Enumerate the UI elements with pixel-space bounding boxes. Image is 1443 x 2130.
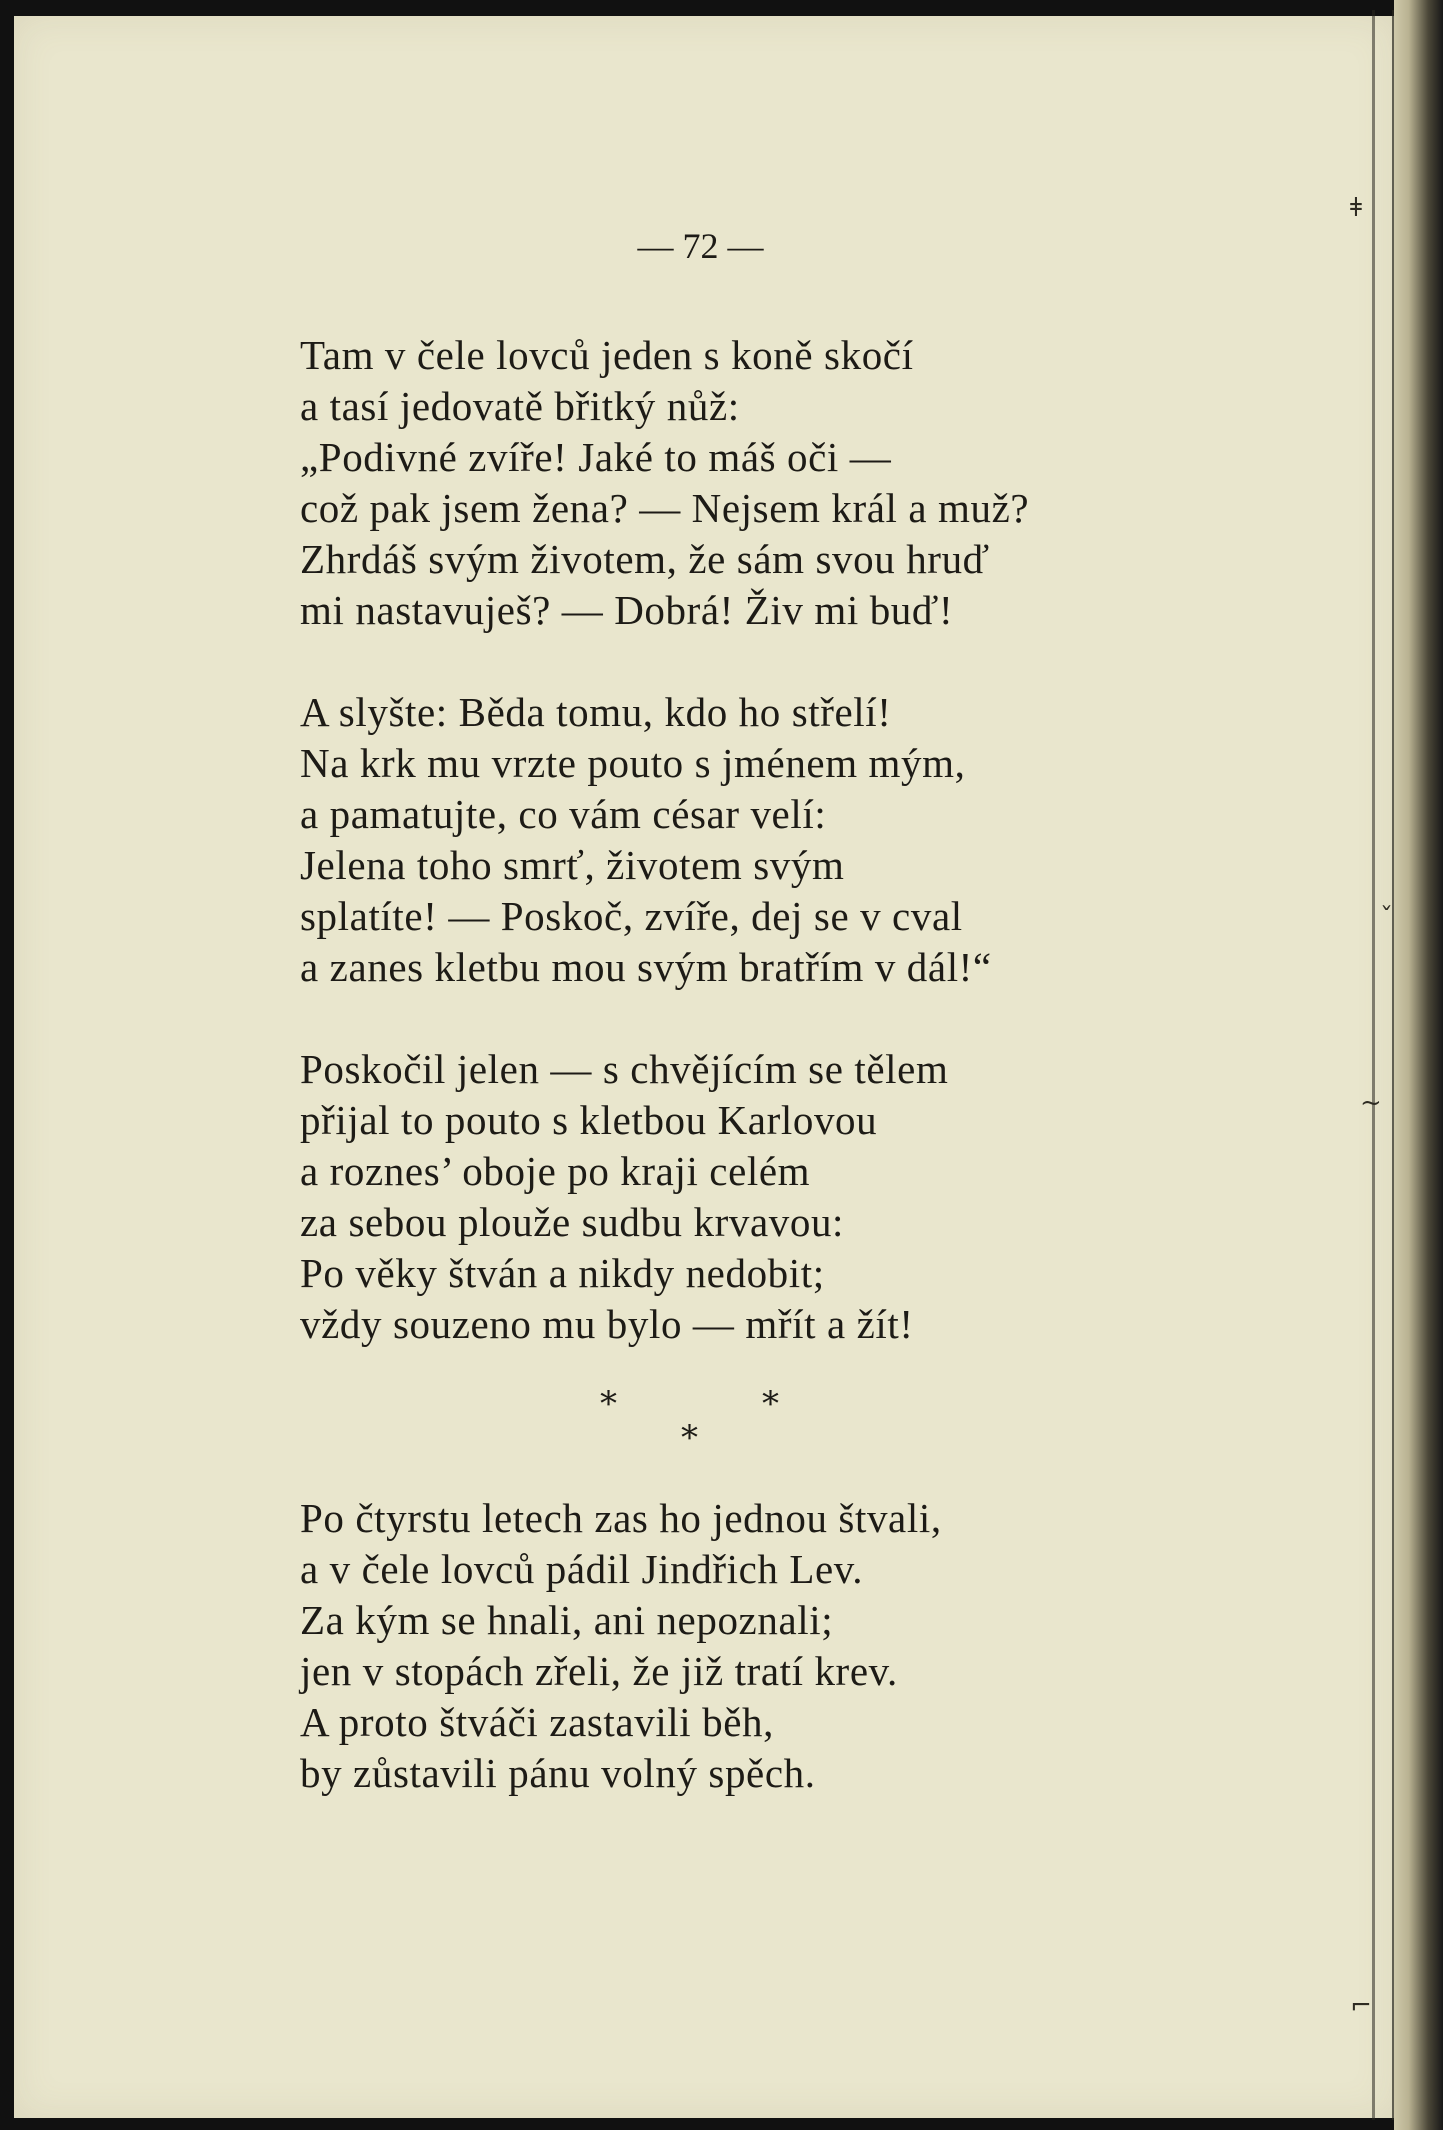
- verse-line: Tam v čele lovců jeden s koně skočí: [300, 332, 914, 378]
- verse-line: za sebou plouže sudbu krvavou:: [300, 1199, 845, 1245]
- verse-line: A slyšte: Běda tomu, kdo ho střelí!: [300, 689, 892, 735]
- verse-line: splatíte! — Poskoč, zvíře, dej se v cval: [300, 893, 963, 939]
- verse-line: Jelena toho smrť, životem svým: [300, 842, 845, 888]
- binding-thread-mark: ˇ: [1380, 903, 1393, 933]
- verse-line: což pak jsem žena? — Nejsem král a muž?: [300, 485, 1030, 531]
- gutter-edge-line: [1392, 10, 1394, 2120]
- verse-line: Zhrdáš svým životem, že sám svou hruď: [300, 536, 990, 582]
- poem-text: [300, 330, 1200, 1850]
- verse-line: Poskočil jelen — s chvějícím se tělem: [300, 1046, 949, 1092]
- binding-thread-mark: ~: [1360, 1088, 1382, 1118]
- verse-line: by zůstavili pánu volný spěch.: [300, 1750, 816, 1796]
- asterisk-mark: *: [600, 1384, 618, 1424]
- verse-line: mi nastavuješ? — Dobrá! Živ mi buď!: [300, 587, 954, 633]
- stanza-4: [300, 1493, 1200, 1799]
- asterisk-mark: *: [681, 1418, 699, 1458]
- verse-line: „Podivné zvíře! Jaké to máš oči —: [300, 434, 892, 480]
- book-gutter: [1394, 0, 1443, 2130]
- verse-line: vždy souzeno mu bylo — mřít a žít!: [300, 1301, 914, 1347]
- verse-line: Po čtyrstu letech zas ho jednou štvali,: [300, 1495, 942, 1541]
- verse-line: A proto štváči zastavili běh,: [300, 1699, 774, 1745]
- verse-line: a zanes kletbu mou svým bratřím v dál!“: [300, 944, 992, 990]
- binding-thread-mark: ǂ: [1350, 193, 1362, 223]
- verse-line: a roznes’ oboje po kraji celém: [300, 1148, 811, 1194]
- asterisk-mark: *: [762, 1384, 780, 1424]
- verse-line: jen v stopách zřeli, že již tratí krev.: [300, 1648, 898, 1694]
- stanza-1: [300, 330, 1200, 636]
- verse-line: a v čele lovců pádil Jindřich Lev.: [300, 1546, 864, 1592]
- stanza-2: [300, 687, 1200, 993]
- verse-line: a pamatujte, co vám césar velí:: [300, 791, 827, 837]
- verse-line: přijal to pouto s kletbou Karlovou: [300, 1097, 878, 1143]
- verse-line: Po věky štván a nikdy nedobit;: [300, 1250, 825, 1296]
- binding-thread-mark: ⌐: [1350, 1991, 1372, 2021]
- verse-line: Za kým se hnali, ani nepoznali;: [300, 1597, 834, 1643]
- gutter-edge-line: [1372, 10, 1375, 2120]
- section-separator: [300, 1376, 1200, 1471]
- verse-line: Na krk mu vrzte pouto s jménem mým,: [300, 740, 966, 786]
- verse-line: a tasí jedovatě břitký nůž:: [300, 383, 740, 429]
- stanza-3: [300, 1044, 1200, 1350]
- page-number: — 72 —: [637, 226, 764, 266]
